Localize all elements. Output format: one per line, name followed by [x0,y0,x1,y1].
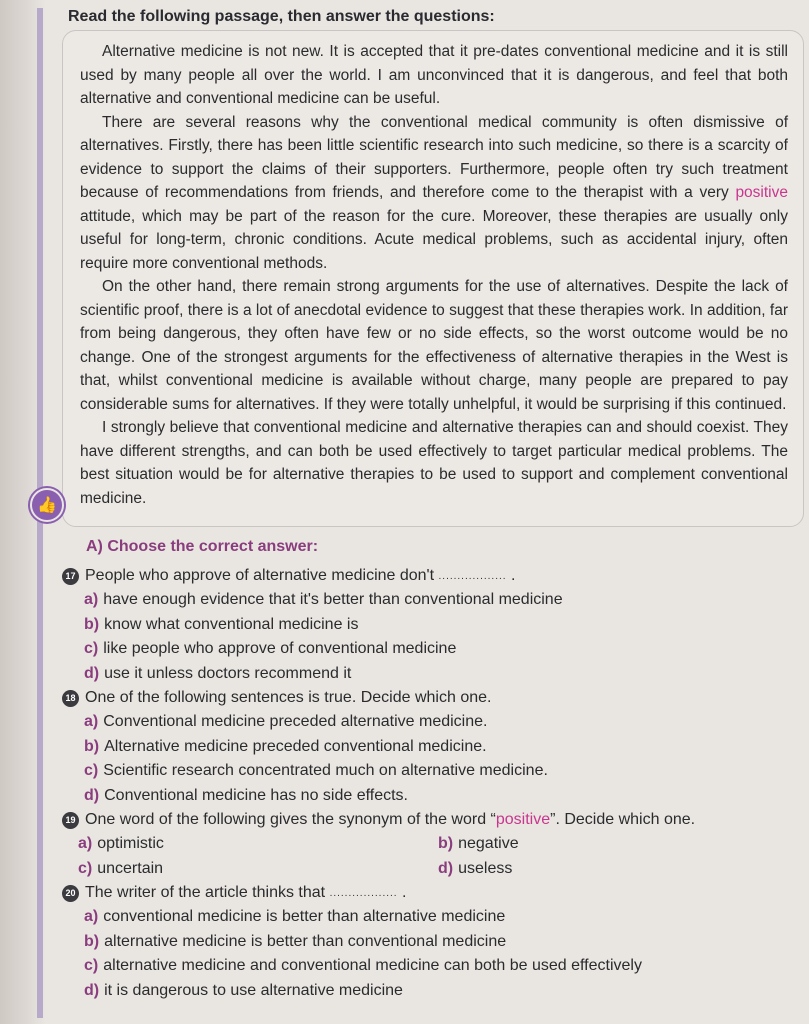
option-letter: c) [84,957,99,975]
option-a[interactable] [62,710,782,735]
option-letter: c) [84,762,99,780]
option-text: Alternative medicine preceded conventional medicine. [104,737,487,755]
option-text: know what conventional medicine is [104,615,359,633]
option-c[interactable] [78,857,438,882]
option-letter: d) [438,859,454,877]
option-text: it is dangerous to use alternative medicine [104,981,403,999]
option-b[interactable] [438,832,738,857]
answer-blank: .................. [438,570,507,582]
option-letter: c) [84,640,99,658]
passage-text: attitude, which may be part of the reason for the cure. Moreover, these therapies are usually only useful for long-term, chronic conditions. Acute medical problems, such as accidental injury, often require more conventional methods. [80,207,788,272]
option-text: use it unless doctors recommend it [104,664,352,682]
option-text: uncertain [97,859,164,877]
option-text: Scientific research concentrated much on alternative medicine. [103,762,548,780]
option-letter: a) [78,835,93,853]
answer-blank: .................. [329,887,398,899]
option-letter: a) [84,908,99,926]
option-text: conventional medicine is better than alternative medicine [103,908,506,926]
question-stem: The writer of the article thinks that [85,884,326,901]
options-grid [62,832,782,881]
option-letter: c) [78,859,93,877]
passage-paragraph-1: Alternative medicine is not new. It is accepted that it pre-dates conventional medicine and it is still used by many people all over the world. I am unconvinced that it is dangerous, and feel that both alternative and conventional medicine can be useful. [80,43,788,107]
option-d[interactable] [438,857,738,882]
option-a[interactable] [78,832,438,857]
questions-list [62,564,782,1003]
passage-paragraph-3: On the other hand, there remain strong arguments for the use of alternatives. Despite the lack of scientific proof, there is a lot of anecdotal evidence to suggest that these therapies work. In addition, far from being dangerous, they often have few or no side effects, so the worst outcome would be no change. One of the strongest arguments for the effectiveness of alternative therapies in the West is that, whilst conventional medicine is available without charge, many people are prepared to pay considerable sums for alternatives. If they were totally unhelpful, it would be surprising if this continued. [80,278,788,413]
page-heading: Read the following passage, then answer the questions: [68,8,495,25]
question-17 [62,564,782,686]
option-c[interactable] [62,637,782,662]
option-text: have enough evidence that it's better than conventional medicine [103,591,563,609]
option-letter: b) [84,737,100,755]
passage-paragraph-4: I strongly believe that conventional medicine and alternative therapies can and should coexist. They have different strengths, and can both be used effectively to target particular medical problems. The best situation would be for alternative therapies to be used to support and complement conventional medicine. [80,419,788,507]
option-text: Conventional medicine preceded alternative medicine. [103,713,488,731]
passage-text: There are several reasons why the conventional medical community is often dismissive of alternatives. Firstly, there has been little scientific research into such medicine, so there is a scarcity of evidence to support the claims of their supporters. Furthermore, people often try such treatment because of recommendations from friends, and therefore come to the therapist with a very [80,113,788,201]
option-a[interactable] [62,905,782,930]
question-end: . [510,567,516,584]
option-text: alternative medicine and conventional medicine can both be used effectively [103,957,642,975]
question-number-badge: 19 [62,812,79,829]
option-letter: b) [438,835,454,853]
question-18 [62,686,782,808]
highlighted-word: positive [735,184,788,201]
option-d[interactable] [62,662,782,687]
question-number-badge: 20 [62,885,79,902]
question-number-badge: 17 [62,568,79,585]
option-text: negative [458,835,519,853]
passage-paragraph-2 [80,111,788,276]
question-stem-text: One word of the following gives the synonym of the word “ [85,811,496,828]
option-b[interactable] [62,613,782,638]
thumbs-up-icon: 👍 [30,488,64,522]
question-stem: One of the following sentences is true. Decide which one. [85,689,492,706]
option-text: optimistic [97,835,164,853]
option-letter: b) [84,932,100,950]
option-letter: d) [84,981,100,999]
option-a[interactable] [62,588,782,613]
option-letter: a) [84,713,99,731]
option-b[interactable] [62,735,782,760]
question-end: . [402,884,407,901]
option-b[interactable] [62,930,782,955]
highlighted-word: positive [495,811,551,828]
option-text: like people who approve of conventional medicine [103,640,457,658]
option-d[interactable] [62,979,782,1004]
option-text: alternative medicine is better than conventional medicine [104,932,507,950]
section-title: A) Choose the correct answer: [86,538,319,555]
option-letter: b) [84,615,100,633]
reading-passage [80,40,788,510]
question-stem-text: ”. Decide which one. [550,811,696,828]
option-c[interactable] [62,759,782,784]
option-text: Conventional medicine has no side effects. [104,786,408,804]
question-19 [62,808,782,881]
question-number-badge: 18 [62,690,79,707]
option-text: useless [458,859,513,877]
question-20 [62,881,782,1003]
option-d[interactable] [62,784,782,809]
question-stem [85,811,695,829]
question-stem: People who approve of alternative medicine don't [85,567,435,584]
option-c[interactable] [62,954,782,979]
option-letter: a) [84,591,99,609]
option-letter: d) [84,786,100,804]
option-letter: d) [84,664,100,682]
